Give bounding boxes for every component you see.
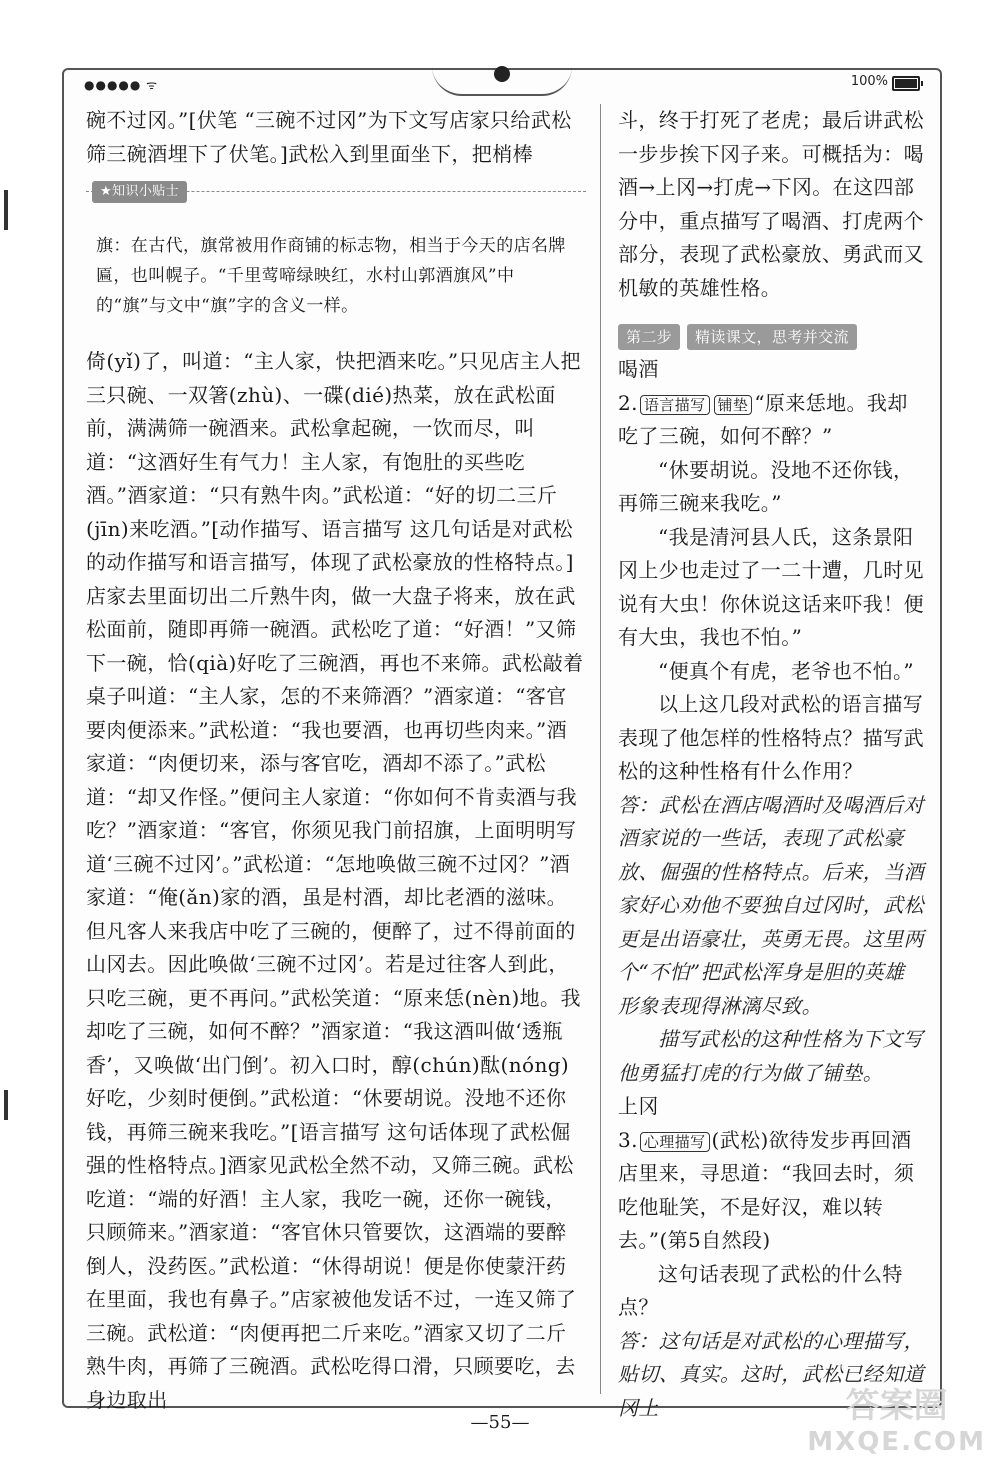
battery-percent: 100% bbox=[850, 74, 888, 89]
answer-2-cont: 描写武松的这种性格为下文写他勇猛打虎的行为做了铺垫。 bbox=[618, 1027, 924, 1085]
status-bar bbox=[62, 68, 938, 98]
tag-psychology: 心理描写 bbox=[640, 1132, 710, 1152]
story-body: 倚(yǐ)了，叫道：“主人家，快把酒来吃。”只见店主人把三只碗、一双箸(zhù)、一碟(dié)热菜，放在武松面前，满满筛一碗酒来。武松拿起碗，一饮而尽，叫道：“这酒好生有气力！主人家，有饱肚的买些吃酒。”酒家道：“只有熟牛肉。”武松道：“好的切二三斤(jīn)来吃酒。”[动作描写、语言描写 这几句话是对武松的动作描写和语言描写，体现了武松豪放的性格特点。]店家去里面切出二斤熟牛肉，做一大盘子将来，放在武松面前，随即再筛一碗酒。武松吃了道：“好酒！”又筛下一碗，恰(qià)好吃了三碗酒，再也不来筛。武松敲着桌子叫道：“主人家，怎的不来筛酒？”酒家道：“客官要肉便添来。”武松道：“我也要酒，也再切些肉来。”酒家道：“肉便切来，添与客官吃，酒却不添了。”武松道：“却又作怪。”便问主人家道：“你如何不肯卖酒与我吃？”酒家道：“客官，你须见我门前招旗，上面明明写道‘三碗不过冈’。”武松道：“怎地唤做三碗不过冈？”酒家道：“俺(ǎn)家的酒，虽是村酒，却比老酒的滋味。但凡客人来我店中吃了三碗的，便醉了，过不得前面的山冈去。因此唤做‘三碗不过冈’。若是过往客人到此，只吃三碗，更不再问。”武松笑道：“原来恁(nèn)地。我却吃了三碗，如何不醉？”酒家道：“我这酒叫做‘透瓶香’，又唤做‘出门倒’。初入口时，醇(chún)酞(nóng)好吃，少刻时便倒。”武松道：“休要胡说。没地不还你钱，再筛三碗来我吃。”[语言描写 这句话体现了武松倔强的性格特点。]酒家见武松全然不动，又筛三碗。武松吃道：“端的好酒！主人家，我吃一碗，还你一碗钱，只顾筛来。”酒家道：“客官休只管要饮，这酒端的要醉倒人，没药医。”武松道：“休得胡说！便是你使蒙汗药在里面，我也有鼻子。”店家被他发话不过，一连又筛了三碗。武松道：“肉便再把二斤来吃。”酒家又切了二斤熟牛肉，再筛了三碗酒。武松吃得口滑，只顾要吃，去身边取出 bbox=[86, 349, 584, 1412]
subheading-uphill: 上冈 bbox=[618, 1094, 659, 1118]
question-3-source: (第5自然段) bbox=[659, 1228, 771, 1252]
answer-2: 答：武松在酒店喝酒时及喝酒后对酒家说的一些话，表现了武松豪放、倔强的性格特点。后来，当酒家好心劝他不要独自过冈时，武松更是出语豪壮，英勇无畏。这里两个“不怕”把武松浑身是胆的英雄形象表现得淋漓尽致。 bbox=[618, 792, 924, 1018]
signal-icon: ●●●●● ᯤ bbox=[84, 78, 159, 92]
question-2 bbox=[618, 387, 924, 454]
quote-4: “便真个有虎，老爷也不怕。” bbox=[658, 658, 915, 683]
question-3 bbox=[618, 1124, 924, 1258]
section-tag: 第二步 bbox=[618, 324, 680, 350]
section-header bbox=[618, 319, 924, 347]
left-column bbox=[86, 104, 586, 1417]
page-edge-mark bbox=[4, 1090, 8, 1120]
watermark-logo bbox=[807, 1388, 986, 1460]
battery-icon bbox=[892, 76, 920, 91]
page-edge-mark bbox=[4, 190, 8, 230]
summary-text: 斗，终于打死了老虎；最后讲武松一步步挨下冈子来。可概括为：喝酒→上冈→打虎→下冈。在这四部分中，重点描写了喝酒、打虎两个部分，表现了武松豪放、勇武而又机敏的英雄性格。 bbox=[618, 108, 924, 300]
question-number: 3. bbox=[618, 1127, 638, 1152]
intro-text: 碗不过冈。”[伏笔 “三碗不过冈”为下文写店家只给武松筛三碗酒埋下了伏笔。]武松入到里面坐下，把梢棒 bbox=[86, 108, 572, 166]
quote-3: “我是清河县人氏，这条景阳冈上少也走过了一二十遭，几时见说有大虫！你休说这话来吓我！便有大虫，我也不怕。” bbox=[618, 524, 924, 649]
question-number: 2. bbox=[618, 390, 638, 415]
quote-1: “原来恁地。我却吃了三碗，如何不醉？” bbox=[618, 390, 908, 448]
question-3-text: (武松)欲待发步再回酒店里来，寻思道：“我回去时，须吃他耻笑，不是好汉，难以转去。” bbox=[618, 1127, 915, 1252]
tip-header bbox=[86, 177, 586, 221]
page-number: —55— bbox=[470, 1412, 530, 1433]
column-divider bbox=[600, 104, 601, 1394]
tip-box: 旗：在古代，旗常被用作商铺的标志物，相当于今天的店名牌匾，也叫幌子。“千里莺啼绿映红，水村山郭酒旗风”中的“旗”与文中“旗”字的含义一样。 bbox=[96, 236, 566, 316]
tip-label: ★知识小贴士 bbox=[92, 181, 187, 203]
section-title: 精读课文，思考并交流 bbox=[687, 324, 857, 350]
watermark-url: MXQE.COM bbox=[807, 1427, 986, 1457]
answer-3: 答：这句话是对武松的心理描写，贴切、真实。这时，武松已经知道冈上 bbox=[618, 1328, 924, 1420]
watermark-text: 答案圈 bbox=[845, 1386, 948, 1426]
subheading-drinking: 喝酒 bbox=[618, 357, 659, 381]
camera-icon bbox=[494, 66, 510, 82]
right-column bbox=[618, 104, 924, 1425]
tag-language: 语言描写 bbox=[640, 395, 710, 415]
quote-2: “休要胡说。没地不还你钱，再筛三碗来我吃。” bbox=[618, 457, 914, 515]
question-3-prompt: 这句话表现了武松的什么特点？ bbox=[618, 1261, 903, 1319]
tag-foreshadow: 铺垫 bbox=[714, 395, 753, 415]
question-2-prompt: 以上这几段对武松的语言描写表现了他怎样的性格特点？描写武松的这种性格有什么作用？ bbox=[618, 692, 924, 783]
